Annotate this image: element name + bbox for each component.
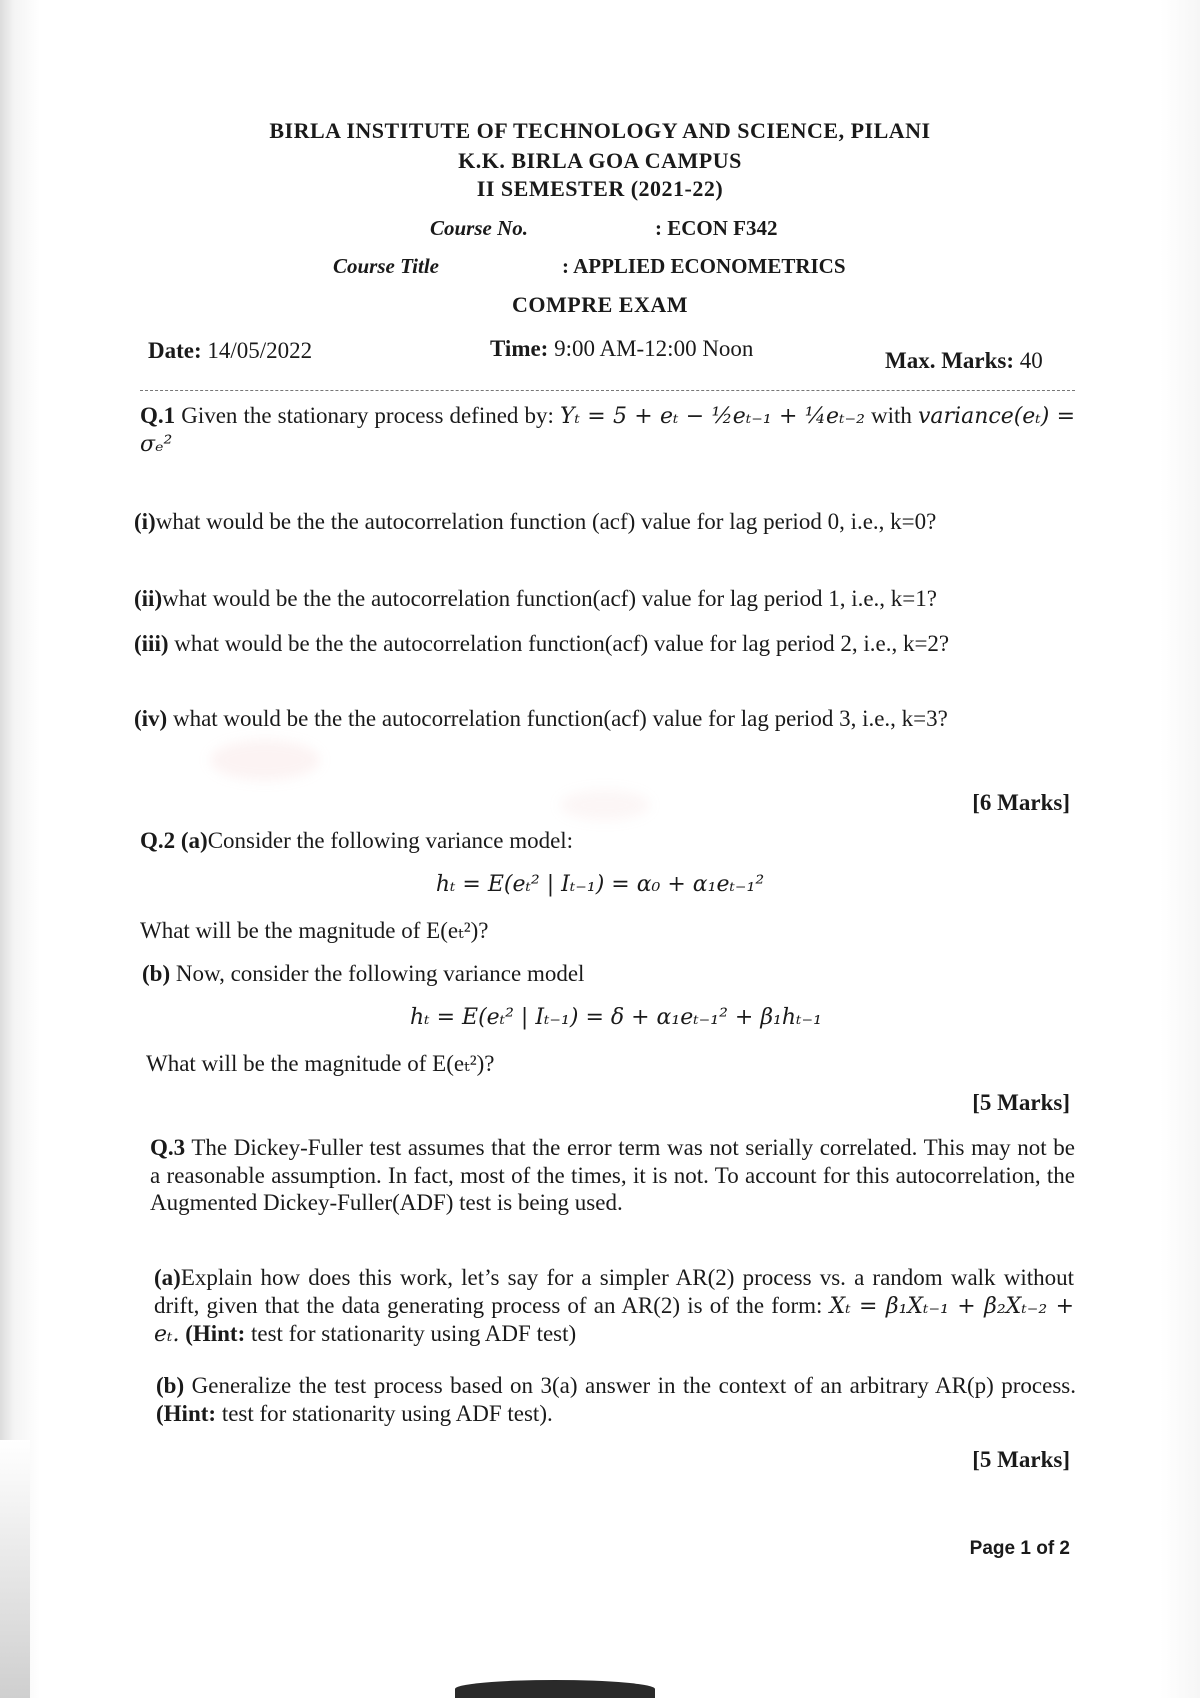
- q2-number: Q.2: [140, 828, 176, 853]
- q1-intro: Given the stationary process defined by:: [181, 403, 554, 428]
- q1-marks: [6 Marks]: [972, 790, 1070, 815]
- q1-stem: [140, 402, 1075, 459]
- q1-ii-number: (ii): [134, 586, 163, 611]
- course-title-label: Course Title: [333, 254, 439, 278]
- q1-with: with: [871, 403, 912, 428]
- q3-stem: [150, 1134, 1075, 1217]
- scan-smudge: [210, 740, 320, 780]
- q1-part-iv: [134, 705, 1079, 733]
- q2-part-b: [142, 960, 1077, 988]
- q1-i-number: (i): [134, 509, 156, 534]
- q2-a-text: Consider the following variance model:: [207, 828, 574, 853]
- q1-iv-text: what would be the the autocorrelation function(acf) value for lag period 3, i.e., k=3?: [172, 706, 948, 731]
- q3-b-hint-label: (Hint:: [156, 1400, 217, 1426]
- date-value: 14/05/2022: [207, 338, 313, 363]
- q3-a-hint-label: (Hint:: [185, 1320, 246, 1346]
- q2-part-a: [140, 827, 1075, 855]
- scan-edge-shadow: [0, 1440, 30, 1698]
- scan-bottom-mark: [455, 1680, 655, 1698]
- q3-b-text: Generalize the test process based on 3(a) answer in the context of an arbitrary AR(p) process.: [191, 1373, 1076, 1398]
- campus-name: K.K. BIRLA GOA CAMPUS: [458, 148, 742, 173]
- q3-intro: The Dickey-Fuller test assumes that the error term was not serially correlated. This may not be a reasonable assumption. In fact, most of the times, it is not. To account for this autocorrelation, the Augmented Dickey-Fuller(ADF) test is being used.: [150, 1135, 1075, 1216]
- q1-number: Q.1: [140, 403, 176, 428]
- q3-part-a: [154, 1264, 1074, 1348]
- q1-ii-text: what would be the the autocorrelation function(acf) value for lag period 1, i.e., k=1?: [162, 586, 937, 611]
- q3-a-text: Explain how does this work, let’s say for a simpler AR(2) process vs. a random walk without drift, given that the data generating process of an AR(2) is of the form:: [154, 1265, 1074, 1318]
- q2-b-question: What will be the magnitude of E(eₜ²)?: [146, 1051, 495, 1076]
- q1-part-ii: [134, 585, 1079, 613]
- q1-iv-number: (iv): [134, 706, 168, 731]
- course-no-label: Course No.: [430, 216, 529, 240]
- q1-i-text: what would be the the autocorrelation function (acf) value for lag period 0, i.e., k=0?: [155, 509, 937, 534]
- time-value: 9:00 AM-12:00 Noon: [554, 336, 754, 361]
- q3-a-hint-text: test for stationarity using ADF test): [251, 1320, 577, 1346]
- q3-part-b: [156, 1372, 1076, 1427]
- q3-b-number: (b): [156, 1373, 185, 1398]
- max-marks: [885, 348, 1043, 374]
- q2-a-question: What will be the magnitude of E(eₜ²)?: [140, 918, 489, 943]
- max-marks-label: Max. Marks:: [885, 348, 1015, 373]
- course-title-value: : APPLIED ECONOMETRICS: [562, 254, 846, 278]
- date: [148, 338, 312, 364]
- q1-part-iii: [134, 630, 1079, 658]
- page-number: Page 1 of 2: [969, 1538, 1070, 1559]
- exam-name: COMPRE EXAM: [512, 292, 688, 317]
- institute-name: BIRLA INSTITUTE OF TECHNOLOGY AND SCIENCE, PILANI: [269, 118, 931, 143]
- q3-b-hint-text: test for stationarity using ADF test).: [221, 1400, 553, 1426]
- semester: II SEMESTER (2021-22): [476, 176, 724, 201]
- q3-a-number: (a): [154, 1265, 181, 1290]
- q1-part-i: [134, 508, 1079, 536]
- q2-b-text: Now, consider the following variance model: [175, 961, 585, 986]
- max-marks-value: 40: [1019, 348, 1043, 373]
- course-no-value: : ECON F342: [655, 216, 778, 240]
- q3-marks: [5 Marks]: [972, 1447, 1070, 1472]
- q2-a-equation: hₜ = E(eₜ² | Iₜ₋₁) = α₀ + α₁eₜ₋₁²: [435, 872, 765, 897]
- q2-marks: [5 Marks]: [972, 1090, 1070, 1115]
- q1-iii-number: (iii): [134, 631, 169, 656]
- q1-iii-text: what would be the the autocorrelation function(acf) value for lag period 2, i.e., k=2?: [174, 631, 950, 656]
- q2-a-number: (a): [180, 828, 208, 853]
- time-label: Time:: [490, 336, 549, 361]
- q1-equation: Yₜ = 5 + eₜ − ½eₜ₋₁ + ¼eₜ₋₂: [559, 404, 865, 429]
- date-label: Date:: [148, 338, 202, 363]
- q3-a-equation: Xₜ = β₁Xₜ₋₁ + β₂Xₜ₋₂ + eₜ.: [154, 1293, 1075, 1347]
- time: [490, 336, 753, 362]
- q2-b-number: (b): [142, 961, 171, 986]
- q1-variance: variance(eₜ) = σₑ²: [140, 404, 1076, 458]
- q2-b-equation: hₜ = E(eₜ² | Iₜ₋₁) = δ + α₁eₜ₋₁² + β₁hₜ₋₁: [410, 1005, 822, 1030]
- header-divider: [140, 390, 1075, 392]
- scan-smudge: [560, 790, 650, 820]
- q3-number: Q.3: [150, 1135, 186, 1160]
